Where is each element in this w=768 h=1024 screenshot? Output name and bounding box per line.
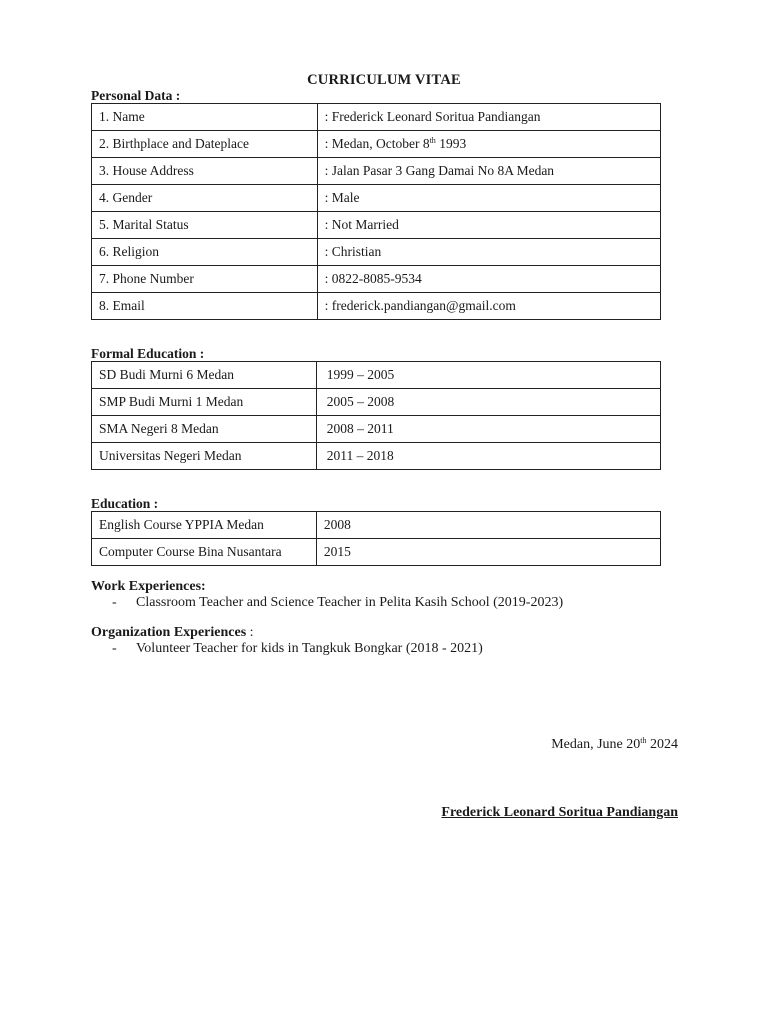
document-title: CURRICULUM VITAE — [307, 72, 461, 88]
list-dash: - — [112, 641, 117, 656]
table-row — [92, 389, 661, 416]
personal-value-marital: : Not Married — [317, 212, 660, 239]
table-row — [92, 362, 661, 389]
school-years: 2008 – 2011 — [316, 416, 660, 443]
personal-value-email: : frederick.pandiangan@gmail.com — [317, 293, 660, 320]
personal-label: 2. Birthplace and Dateplace — [92, 131, 318, 158]
school-name: SD Budi Murni 6 Medan — [92, 362, 317, 389]
personal-label: 5. Marital Status — [92, 212, 318, 239]
table-row — [92, 293, 661, 320]
personal-label: 6. Religion — [92, 239, 318, 266]
table-row — [92, 185, 661, 212]
school-name: Universitas Negeri Medan — [92, 443, 317, 470]
personal-value-birth: : Medan, October 8th 1993 — [317, 131, 660, 158]
table-row — [92, 443, 661, 470]
personal-label: 1. Name — [92, 104, 318, 131]
work-item: Classroom Teacher and Science Teacher in Pelita Kasih School (2019-2023) — [136, 595, 564, 610]
personal-label: 8. Email — [92, 293, 318, 320]
course-name: English Course YPPIA Medan — [92, 512, 317, 539]
school-years: 2011 – 2018 — [316, 443, 660, 470]
personal-label: 7. Phone Number — [92, 266, 318, 293]
course-year: 2008 — [316, 512, 660, 539]
course-year: 2015 — [316, 539, 660, 566]
school-name: SMP Budi Murni 1 Medan — [92, 389, 317, 416]
personal-value-gender: : Male — [317, 185, 660, 212]
table-row — [92, 158, 661, 185]
school-years: 2005 – 2008 — [316, 389, 660, 416]
formal-education-table — [91, 361, 661, 470]
personal-value-phone: : 0822-8085-9534 — [317, 266, 660, 293]
list-dash: - — [112, 595, 117, 610]
education-heading: Education : — [91, 496, 159, 511]
personal-value-name: : Frederick Leonard Soritua Pandiangan — [317, 104, 660, 131]
personal-label: 3. House Address — [92, 158, 318, 185]
organization-item: Volunteer Teacher for kids in Tangkuk Bongkar (2018 - 2021) — [136, 641, 483, 656]
table-row — [92, 239, 661, 266]
school-years: 1999 – 2005 — [316, 362, 660, 389]
table-row — [92, 212, 661, 239]
table-row — [92, 416, 661, 443]
education-table — [91, 511, 661, 566]
personal-value-religion: : Christian — [317, 239, 660, 266]
work-experiences-heading: Work Experiences: — [91, 579, 206, 594]
personal-data-table — [91, 103, 661, 320]
table-row — [92, 104, 661, 131]
personal-data-heading: Personal Data : — [91, 88, 181, 103]
table-row — [92, 131, 661, 158]
list-item — [112, 595, 563, 611]
table-row — [92, 539, 661, 566]
personal-value-address: : Jalan Pasar 3 Gang Damai No 8A Medan — [317, 158, 660, 185]
personal-label: 4. Gender — [92, 185, 318, 212]
table-row — [92, 512, 661, 539]
signature-name: Frederick Leonard Soritua Pandiangan — [441, 805, 678, 820]
organization-experiences-heading: Organization Experiences : — [91, 625, 254, 640]
table-row — [92, 266, 661, 293]
list-item — [112, 641, 483, 657]
place-date: Medan, June 20th 2024 — [551, 736, 678, 752]
formal-education-heading: Formal Education : — [91, 346, 205, 361]
school-name: SMA Negeri 8 Medan — [92, 416, 317, 443]
course-name: Computer Course Bina Nusantara — [92, 539, 317, 566]
